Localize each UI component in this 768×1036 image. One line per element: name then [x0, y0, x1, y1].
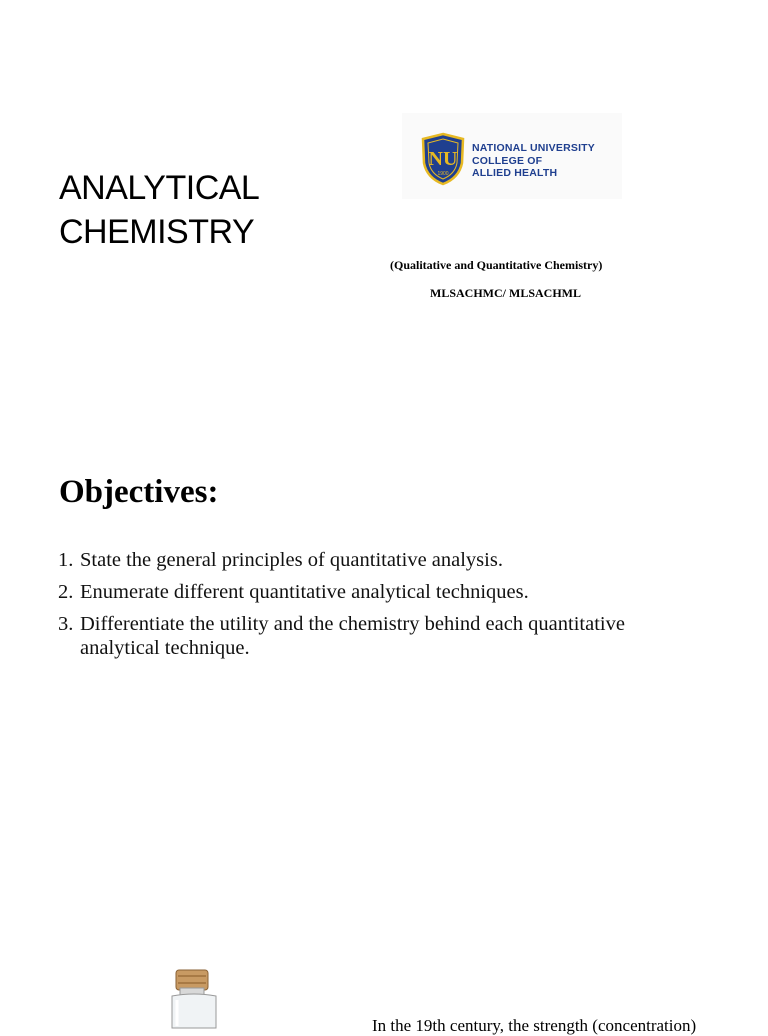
list-item-text: Enumerate different quantitative analytical techniques.	[80, 581, 529, 603]
shield-seal-icon	[421, 133, 465, 185]
course-code: MLSACHMC/ MLSACHML	[430, 286, 581, 300]
svg-text:1900: 1900	[437, 171, 449, 177]
logo-line-1: NATIONAL UNIVERSITY	[472, 142, 596, 154]
list-item	[58, 580, 658, 604]
slide-subtitle: (Qualitative and Quantitative Chemistry)	[390, 258, 603, 272]
list-item-number: 1.	[58, 549, 74, 571]
list-item-number: 2.	[58, 581, 74, 603]
objectives-list	[58, 548, 658, 668]
logo-line-2: COLLEGE OF	[472, 154, 543, 167]
list-item	[58, 548, 658, 572]
title-line-2: CHEMISTRY	[59, 213, 255, 251]
title-line-1: ANALYTICAL	[59, 169, 260, 207]
list-item-text: Differentiate the utility and the chemistry behind each quantitative analytical technique.	[80, 613, 625, 659]
slide-title	[59, 166, 259, 254]
list-item-number: 3.	[58, 613, 74, 635]
objectives-heading: Objectives:	[59, 474, 219, 510]
list-item	[58, 612, 658, 660]
university-logo	[402, 113, 622, 199]
list-item-text: State the general principles of quantitative analysis.	[80, 549, 503, 571]
logo-text	[472, 142, 595, 180]
logo-line-3: ALLIED HEALTH	[472, 167, 558, 179]
partial-body-text: In the 19th century, the strength (concentration)	[372, 1016, 697, 1035]
svg-text:NU: NU	[428, 148, 458, 170]
cork-bottle-icon	[166, 968, 222, 1028]
